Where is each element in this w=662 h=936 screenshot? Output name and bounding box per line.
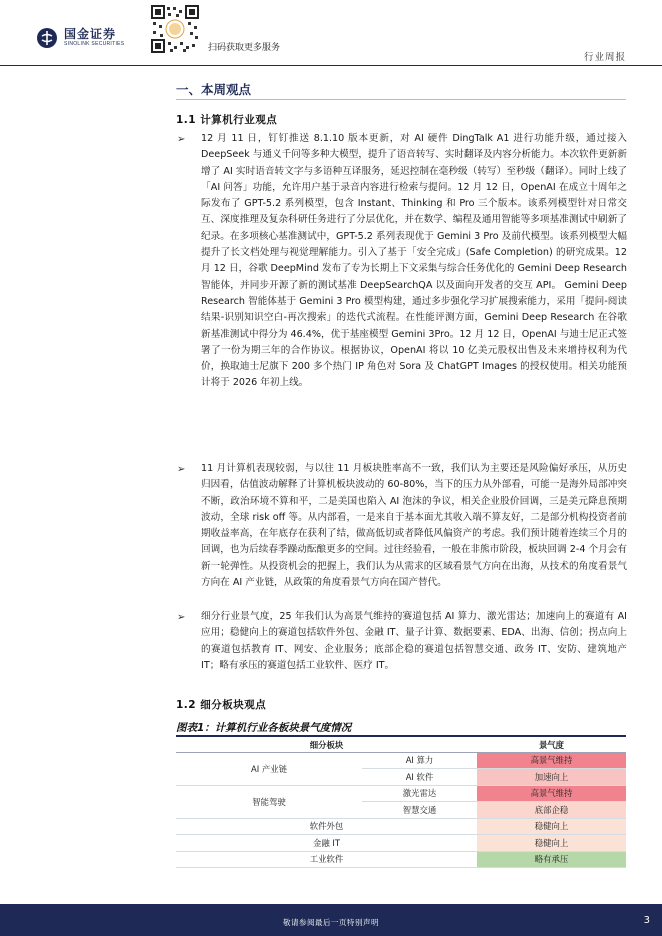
level-cell: 加速向上 — [477, 769, 626, 786]
level-cell: 高景气维持 — [477, 752, 626, 769]
subsection-title-sector: 1.2 细分板块观点 — [176, 699, 267, 711]
report-type: 行业周报 — [583, 52, 626, 63]
page-number: 3 — [643, 915, 650, 926]
sector-name: 工业软件 — [176, 851, 477, 868]
figure-divider — [176, 735, 626, 737]
sub-sector: 智慧交通 — [362, 802, 477, 819]
level-cell: 底部企稳 — [477, 802, 626, 819]
sub-sector: 激光雷达 — [362, 785, 477, 802]
header-level: 景气度 — [477, 738, 626, 752]
footer-disclaimer[interactable]: 敬请参阅最后一页特别声明 — [283, 918, 379, 927]
header-sector: 细分板块 — [176, 738, 477, 752]
paragraph-weekly-news: 12 月 11 日，钉钉推送 8.1.10 版本更新，对 AI 硬件 DingTalk A1 进行功能升级，通过接入 DeepSeek 与通义千问等多种大模型，提升了语音转写、实时翻译及内容分析能力。本次软件更新新增了 AI 实时语音转文字与多语种互译服务，延迟控制在毫秒级（转写）至秒级（翻译）。同时上线了「AI 问答」功能，允许用户基于录音内容进行检索与提问。12 月 12 日，OpenAI 在成立十周年之际发布了 GPT-5.2 系列模型，包含 Instant、Thinking 和 Pro 三个版本。该系列模型针对日常交互、深度推理及复杂科研任务进行了分层优化，并在数学、编程及通用智能等多项基准测试中刷新了纪录。在多项核心基准测试中，GPT-5.2 系列表现优于 Gemini 3 Pro 及前代模型。该系列模型大幅提升了长文档处理与视觉理解能力。引入了基于「安全完成」(Safe Completion) 的研究成果。12 月 12 日，谷歌 DeepMind 发布了专为长期上下文采集与综合任务优化的 Gemini Deep Research 智能体，并同步开源了新的测试基准 DeepSearchQA 以及面向开发者的交互 API。 Gemini Deep Research 智能体基于 Gemini 3 Pro 模型构建，通过多步强化学习扩展搜索能力，采用「提问-阅读结果-识别知识空白-再次搜索」的迭代式流程。在性能评测方面，Gemini Deep Research 在谷歌新基准测试中得分为 46.4%，优于基座模型 Gemini 3Pro。12 月 12 日，OpenAI 与迪士尼正式签署了一份为期三年的合作协议。根据协议，OpenAI 将以 10 亿美元股权出售及未来增持权利为代价，换取迪士尼旗下 200 多个热门 IP 角色对 Sora 及 ChatGPT Images 的授权使用。相关功能预计将于 2026 年初上线。 — [201, 133, 627, 389]
level-cell: 稳健向上 — [477, 835, 626, 852]
section-divider — [176, 99, 626, 100]
level-cell: 略有承压 — [477, 851, 626, 868]
bullet-arrow-icon: ➢ — [177, 134, 186, 145]
paragraph-sector-outlook: 细分行业景气度，25 年我们认为高景气维持的赛道包括 AI 算力、激光雷达；加速向上的赛道有 AI 应用；稳健向上的赛道包括软件外包、金融 IT、量子计算、数据要素、EDA、出海、信创；拐点向上的赛道包括教育 IT、网安、企业服务；底部企稳的赛道包括智慧交通、政务 IT、安防、建筑地产 IT；略有承压的赛道包括工业软件、医疗 IT。 — [201, 611, 627, 671]
brand-mark-icon — [36, 27, 58, 49]
bullet-arrow-icon: ➢ — [177, 612, 186, 623]
qr-code-icon[interactable] — [150, 4, 200, 54]
sub-sector: AI 软件 — [362, 769, 477, 786]
table-row — [176, 785, 626, 802]
paragraph-market-review: 11 月计算机表现较弱，与以往 11 月板块胜率高不一致，我们认为主要还是风险偏好承压，从历史归因看，估值波动解释了计算机板块波动的 60-80%，当下的压力从外部看，可能一是海外局部冲突不断，政治环境不算和平，二是美国也陷入 AI 泡沫的争议，相关企业股价回调，三是美元降息预期波动，全球 risk off 等。从内部看，一是来自于基本面尤其收入端不算友好，二是部分机构投资者前期收益率高，在年底存在获利了结，做高低切或者降低风偏资产的考虑。我们预计随着连续三个月的回调，也为后续春季躁动酝酿更多的空间。过往经验看，一般在非熊市阶段，板块回调 2-4 个月会有新一轮弹性。从投资机会的把握上，我们认为从需求的区域看景气方向在出海，从技术的角度看景气方向在 AI 产业链，从政策的角度看景气方向在国产替代。 — [201, 463, 627, 589]
level-cell: 稳健向上 — [477, 818, 626, 835]
group-name: AI 产业链 — [176, 752, 362, 785]
page-header — [0, 0, 662, 66]
qr-caption: 扫码获取更多服务 — [208, 43, 281, 53]
brand-name-en: SINOLINK SECURITIES — [64, 41, 125, 47]
table-row — [176, 835, 626, 852]
figure-title: 图表1：计算机行业各板块景气度情况 — [176, 722, 352, 734]
group-name: 智能驾驶 — [176, 785, 362, 818]
brand-name-cn: 国金证券 — [64, 27, 117, 41]
table-row — [176, 851, 626, 868]
bullet-arrow-icon: ➢ — [177, 464, 186, 475]
sector-name: 软件外包 — [176, 818, 477, 835]
brand-logo[interactable] — [36, 27, 124, 49]
page-footer — [0, 904, 662, 936]
sub-sector: AI 算力 — [362, 752, 477, 769]
table-row — [176, 818, 626, 835]
sector-table — [176, 738, 626, 868]
header-divider — [0, 65, 662, 66]
subsection-title-industry: 1.1 计算机行业观点 — [176, 114, 278, 126]
level-cell: 高景气维持 — [477, 785, 626, 802]
sector-name: 金融 IT — [176, 835, 477, 852]
table-row — [176, 752, 626, 769]
table-header-row — [176, 738, 626, 752]
section-title: 一、本周观点 — [176, 82, 252, 97]
